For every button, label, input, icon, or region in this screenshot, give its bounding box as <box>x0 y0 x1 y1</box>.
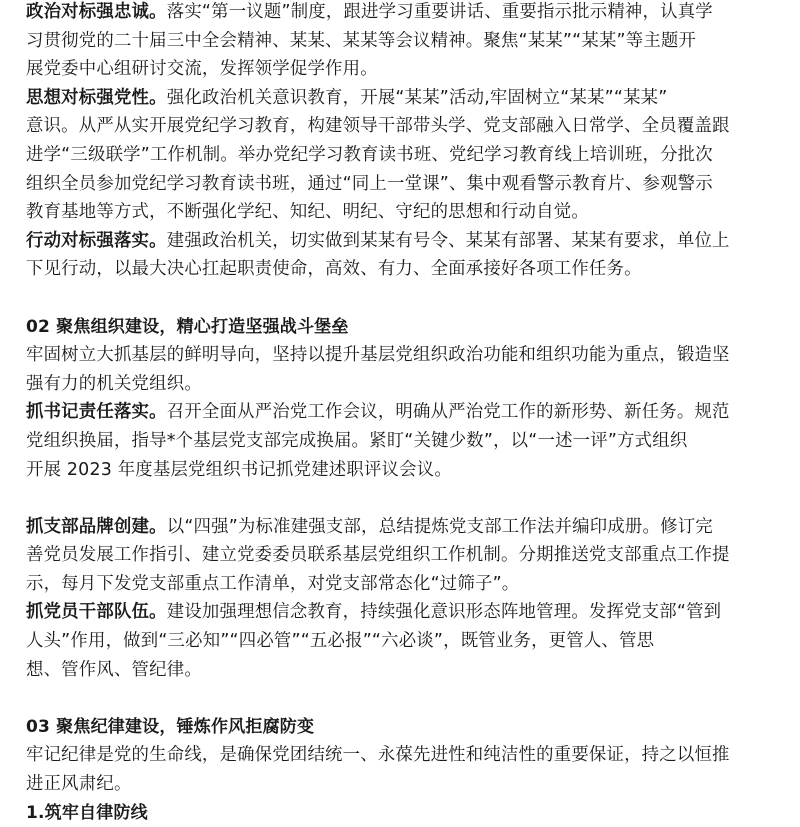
paragraph-line <box>26 656 786 685</box>
paragraph-text: 组织全员参加党纪学习教育读书班，通过“同上一堂课”、集中观看警示教育片、参观警示 <box>26 173 713 194</box>
paragraph-text: 牢记纪律是党的生命线，是确保党团结统一、永葆先进性和纯洁性的重要保证，持之以恒推 <box>26 745 730 766</box>
paragraph-text: 展党委中心组研讨交流，发挥领学促学作用。 <box>26 59 378 80</box>
paragraph-text: 建强政治机关，切实做到某某有号令、某某有部署、某某有要求，单位上 <box>166 230 730 251</box>
paragraph-line <box>26 398 786 427</box>
paragraph-line <box>26 84 786 113</box>
paragraph-text: 习贯彻党的二十届三中全会精神、某某、某某等会议精神。聚焦“某某”“某某”等主题开 <box>26 30 697 51</box>
section-heading: 02 聚焦组织建设，精心打造坚强战斗堡垒 <box>26 316 349 337</box>
paragraph-lead: 政治对标强忠诚。 <box>26 2 167 22</box>
paragraph-lead: 思想对标强党性。 <box>26 87 167 108</box>
paragraph-text: 下见行动，以最大决心扛起职责使命，高效、有力、全面承接好各项工作任务。 <box>26 259 642 280</box>
paragraph-text: 教育基地等方式，不断强化学纪、知纪、明纪、守纪的思想和行动自觉。 <box>26 202 589 223</box>
paragraph-line <box>26 456 786 485</box>
paragraph-lead: 行动对标强落实。 <box>26 230 167 251</box>
paragraph-text: 想、管作风、管纪律。 <box>26 659 202 680</box>
paragraph-text: 示，每月下发党支部重点工作清单，对党支部常态化“过筛子”。 <box>26 573 520 594</box>
document-body <box>26 0 786 827</box>
blank-line <box>26 684 786 713</box>
paragraph-text: 以“四强”为标准建强支部，总结提炼党支部工作法并编印成册。修订完 <box>166 516 713 537</box>
paragraph-lead: 抓书记责任落实。 <box>26 402 167 423</box>
paragraph-line <box>26 198 786 227</box>
paragraph-line <box>26 0 786 27</box>
paragraph-line <box>26 770 786 799</box>
paragraph-text: 意识。从严从实开展党纪学习教育，构建领导干部带头学、党支部融入日常学、全员覆盖跟 <box>26 116 730 137</box>
paragraph-text: 牢固树立大抓基层的鲜明导向，坚持以提升基层党组织政治功能和组织功能为重点，锻造坚 <box>26 345 730 366</box>
paragraph-line <box>26 227 786 256</box>
paragraph-line <box>26 598 786 627</box>
section-heading: 1.筑牢自律防线 <box>26 802 148 823</box>
paragraph-line <box>26 255 786 284</box>
paragraph-text: 强有力的机关党组织。 <box>26 373 202 394</box>
paragraph-line <box>26 370 786 399</box>
paragraph-line <box>26 541 786 570</box>
paragraph-line <box>26 27 786 56</box>
paragraph-line <box>26 141 786 170</box>
paragraph-line <box>26 170 786 199</box>
paragraph-text: 建设加强理想信念教育，持续强化意识形态阵地管理。发挥党支部“管到 <box>166 602 722 623</box>
paragraph-text: 善党员发展工作指引、建立党委委员联系基层党组织工作机制。分期推送党支部重点工作提 <box>26 545 730 566</box>
paragraph-text: 召开全面从严治党工作会议，明确从严治党工作的新形势、新任务。规范 <box>166 402 730 423</box>
blank-line <box>26 484 786 513</box>
section-heading: 03 聚焦纪律建设，锤炼作风拒腐防变 <box>26 716 315 737</box>
paragraph-lead: 抓支部品牌创建。 <box>26 516 167 537</box>
blank-line <box>26 284 786 313</box>
paragraph-text: 落实“第一议题”制度，跟进学习重要讲话、重要指示批示精神，认真学 <box>166 2 713 22</box>
paragraph-text: 强化政治机关意识教育，开展“某某”活动,牢固树立“某某”“某某” <box>166 87 668 108</box>
paragraph-line <box>26 427 786 456</box>
paragraph-text: 开展 2023 年度基层党组织书记抓党建述职评议会议。 <box>26 459 452 480</box>
paragraph-text: 进正风肃纪。 <box>26 774 132 795</box>
paragraph-lead: 抓党员干部队伍。 <box>26 602 167 623</box>
paragraph-line <box>26 341 786 370</box>
paragraph-line <box>26 741 786 770</box>
paragraph-text: 人头”作用，做到“三必知”“四必管”“五必报”“六必谈”，既管业务，更管人、管思 <box>26 631 655 652</box>
paragraph-text: 党组织换届，指导*个基层党支部完成换届。紧盯“关键少数”，以“一述一评”方式组织 <box>26 430 688 451</box>
paragraph-text: 进学“三级联学”工作机制。举办党纪学习教育读书班、党纪学习教育线上培训班，分批次 <box>26 144 713 165</box>
paragraph-line <box>26 513 786 542</box>
paragraph-line <box>26 627 786 656</box>
paragraph-line <box>26 570 786 599</box>
paragraph-line <box>26 112 786 141</box>
paragraph-line <box>26 55 786 84</box>
